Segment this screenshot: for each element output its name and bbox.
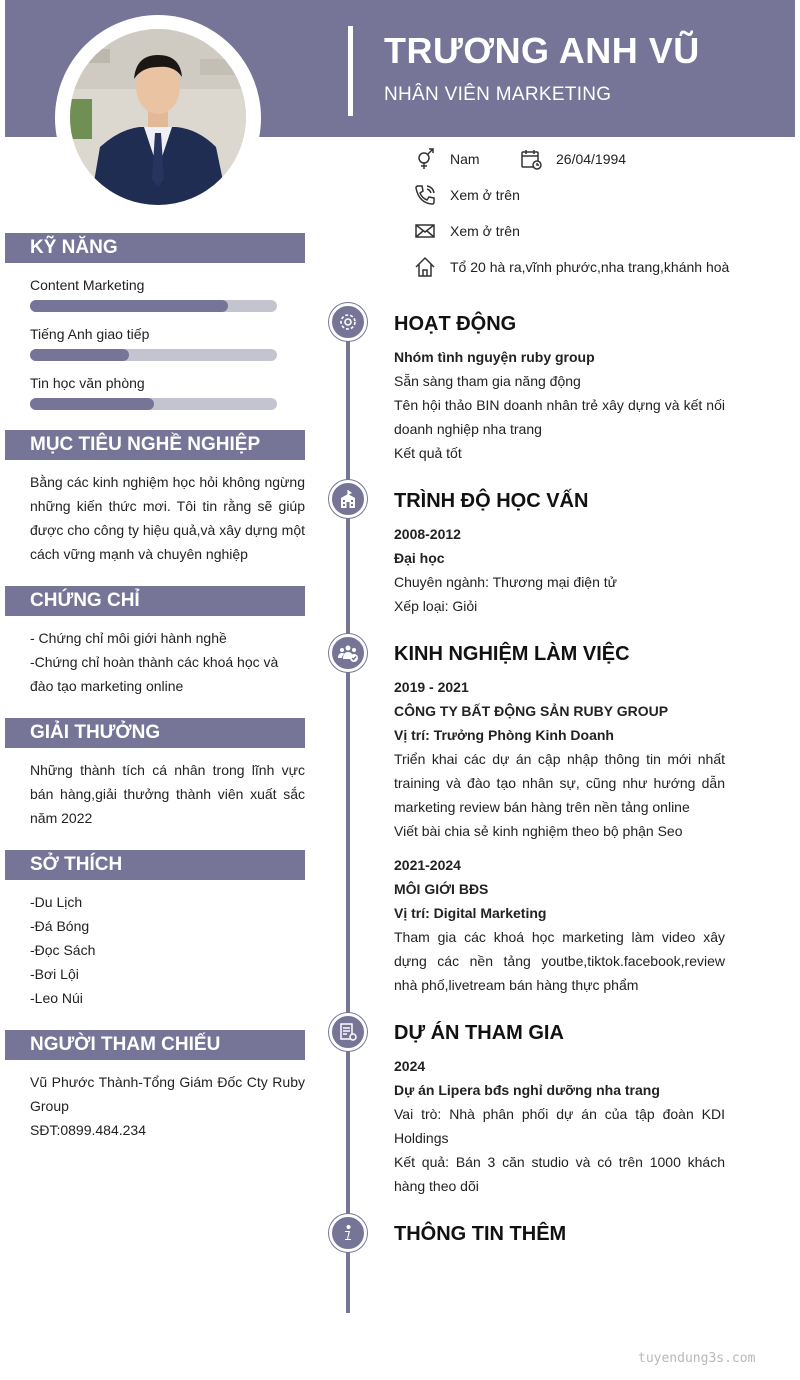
objective-heading: MỤC TIÊU NGHỀ NGHIỆP bbox=[5, 430, 305, 460]
job-position: Vị trí: Digital Marketing bbox=[394, 905, 547, 921]
skill-name: Tin học văn phòng bbox=[30, 375, 145, 391]
experience-dot bbox=[329, 634, 367, 672]
objective-text: Bằng các kinh nghiệm học hỏi không ngừng những kiến thức mơi. Tôi tin rằng sẽ giúp được cho công ty hiệu quả,và xây dựng một cách vững mạnh và chuyên nghiệp bbox=[30, 474, 305, 562]
skill-bar-track bbox=[30, 398, 277, 410]
projects-content bbox=[394, 1054, 725, 1198]
project-line: Kết quả: Bán 3 căn studio và có trên 1000 khách hàng theo dõi bbox=[394, 1154, 725, 1194]
certificate-item: -Chứng chỉ hoàn thành các khoá học và đào tạo marketing online bbox=[30, 654, 279, 694]
more-info-dot bbox=[329, 1214, 367, 1252]
hobby-item: -Bơi Lội bbox=[30, 966, 79, 982]
phone-icon bbox=[414, 184, 436, 206]
skill-bar-fill bbox=[30, 349, 129, 361]
activities-content bbox=[394, 345, 725, 465]
contact-phone bbox=[414, 184, 520, 206]
contact-gender bbox=[414, 148, 480, 170]
education-line: Chuyên ngành: Thương mại điện tử bbox=[394, 574, 618, 590]
activity-line: Sẵn sàng tham gia năng động bbox=[394, 373, 581, 389]
contact-address bbox=[414, 256, 729, 278]
job-position: Vị trí: Trưởng Phòng Kinh Doanh bbox=[394, 727, 614, 743]
address-value: Tổ 20 hà ra,vĩnh phước,nha trang,khánh hoà bbox=[450, 259, 730, 275]
certificates-heading: CHỨNG CHỈ bbox=[5, 586, 305, 616]
info-icon bbox=[338, 1223, 358, 1243]
education-line: Xếp loại: Giỏi bbox=[394, 598, 478, 614]
skill-name: Content Marketing bbox=[30, 277, 145, 293]
education-dot bbox=[329, 480, 367, 518]
job-line: Triển khai các dự án cập nhập thông tin mới nhất training và đào tạo nhân sự, cũng như hướng dẫn marketing review bán hàng trên nền tảng online bbox=[394, 751, 725, 815]
project-year: 2024 bbox=[394, 1058, 426, 1074]
birthday-value: 26/04/1994 bbox=[556, 151, 627, 167]
hobbies-list bbox=[30, 890, 305, 1010]
skill-bar-track bbox=[30, 349, 277, 361]
education-heading: TRÌNH ĐỘ HỌC VẤN bbox=[394, 490, 589, 512]
more-info-heading: THÔNG TIN THÊM bbox=[394, 1223, 567, 1245]
envelope-icon bbox=[414, 220, 436, 242]
document-gear-icon bbox=[338, 1022, 358, 1042]
job-company: MÔI GIỚI BĐS bbox=[394, 881, 489, 897]
education-period: 2008-2012 bbox=[394, 526, 461, 542]
awards-text: Những thành tích cá nhân trong lĩnh vực bán hàng,giải thưởng thành viên xuất sắc năm 2022 bbox=[30, 762, 305, 826]
calendar-icon bbox=[520, 148, 542, 170]
skill-bar-track bbox=[30, 300, 277, 312]
candidate-name: TRƯƠNG ANH VŨ bbox=[384, 30, 700, 71]
activity-line: Kết quả tốt bbox=[394, 445, 462, 461]
profile-photo bbox=[70, 29, 246, 205]
watermark: tuyendung3s.com bbox=[638, 1351, 756, 1366]
contact-birthday bbox=[520, 148, 626, 170]
references-heading: NGƯỜI THAM CHIẾU bbox=[5, 1030, 305, 1060]
hobbies-heading: SỞ THÍCH bbox=[5, 850, 305, 880]
education-school: Đại học bbox=[394, 550, 445, 566]
project-line: Vai trò: Nhà phân phối dự án của tập đoàn KDI Holdings bbox=[394, 1106, 725, 1146]
job-company: CÔNG TY BẤT ĐỘNG SẢN RUBY GROUP bbox=[394, 703, 669, 719]
skill-name: Tiếng Anh giao tiếp bbox=[30, 326, 150, 342]
candidate-job-title: NHÂN VIÊN MARKETING bbox=[384, 84, 612, 105]
team-icon bbox=[338, 643, 358, 663]
education-content bbox=[394, 522, 725, 618]
email-value: Xem ở trên bbox=[450, 223, 520, 239]
school-icon bbox=[338, 489, 358, 509]
job-period: 2019 - 2021 bbox=[394, 679, 469, 695]
gender-value: Nam bbox=[450, 151, 480, 167]
reference-phone: SĐT:0899.484.234 bbox=[30, 1122, 146, 1138]
gender-icon bbox=[414, 148, 436, 170]
timeline-line bbox=[346, 305, 350, 1313]
awards-heading: GIẢI THƯỞNG bbox=[5, 718, 305, 748]
job-line: Viết bài chia sẻ kinh nghiệm theo bộ phận Seo bbox=[394, 823, 683, 839]
projects-dot bbox=[329, 1013, 367, 1051]
references-list bbox=[30, 1070, 305, 1142]
certificate-item: - Chứng chỉ môi giới hành nghề bbox=[30, 630, 227, 646]
hobby-item: -Du Lịch bbox=[30, 894, 83, 910]
hobby-item: -Đá Bóng bbox=[30, 918, 90, 934]
activities-heading: HOẠT ĐỘNG bbox=[394, 313, 517, 335]
certificates-list bbox=[30, 626, 305, 698]
header-divider bbox=[348, 26, 353, 116]
phone-value: Xem ở trên bbox=[450, 187, 520, 203]
reference-item: Vũ Phước Thành-Tổng Giám Đốc Cty Ruby Group bbox=[30, 1074, 305, 1114]
job-line: Tham gia các khoá học marketing làm video xây dựng các nền tảng youtbe,tiktok.facebook,review nhà phố,livetream bán hàng thực phẩm bbox=[394, 929, 725, 993]
home-icon bbox=[414, 256, 436, 278]
skill-bar-fill bbox=[30, 300, 228, 312]
skill-bar-fill bbox=[30, 398, 154, 410]
activity-org: Nhóm tình nguyện ruby group bbox=[394, 349, 595, 365]
experience-job-2 bbox=[394, 853, 725, 997]
job-period: 2021-2024 bbox=[394, 857, 461, 873]
activity-dot bbox=[329, 303, 367, 341]
activity-line: Tên hội thảo BIN doanh nhân trẻ xây dựng và kết nối doanh nghiệp nha trang bbox=[394, 397, 725, 437]
project-name: Dự án Lipera bđs nghỉ dưỡng nha trang bbox=[394, 1082, 660, 1098]
contact-email bbox=[414, 220, 520, 242]
hobby-item: -Đọc Sách bbox=[30, 942, 96, 958]
projects-heading: DỰ ÁN THAM GIA bbox=[394, 1022, 564, 1044]
hobby-item: -Leo Núi bbox=[30, 990, 83, 1006]
experience-job-1 bbox=[394, 675, 725, 843]
gear-icon bbox=[338, 312, 358, 332]
experience-heading: KINH NGHIỆM LÀM VIỆC bbox=[394, 643, 630, 665]
skills-heading: KỸ NĂNG bbox=[5, 233, 305, 263]
